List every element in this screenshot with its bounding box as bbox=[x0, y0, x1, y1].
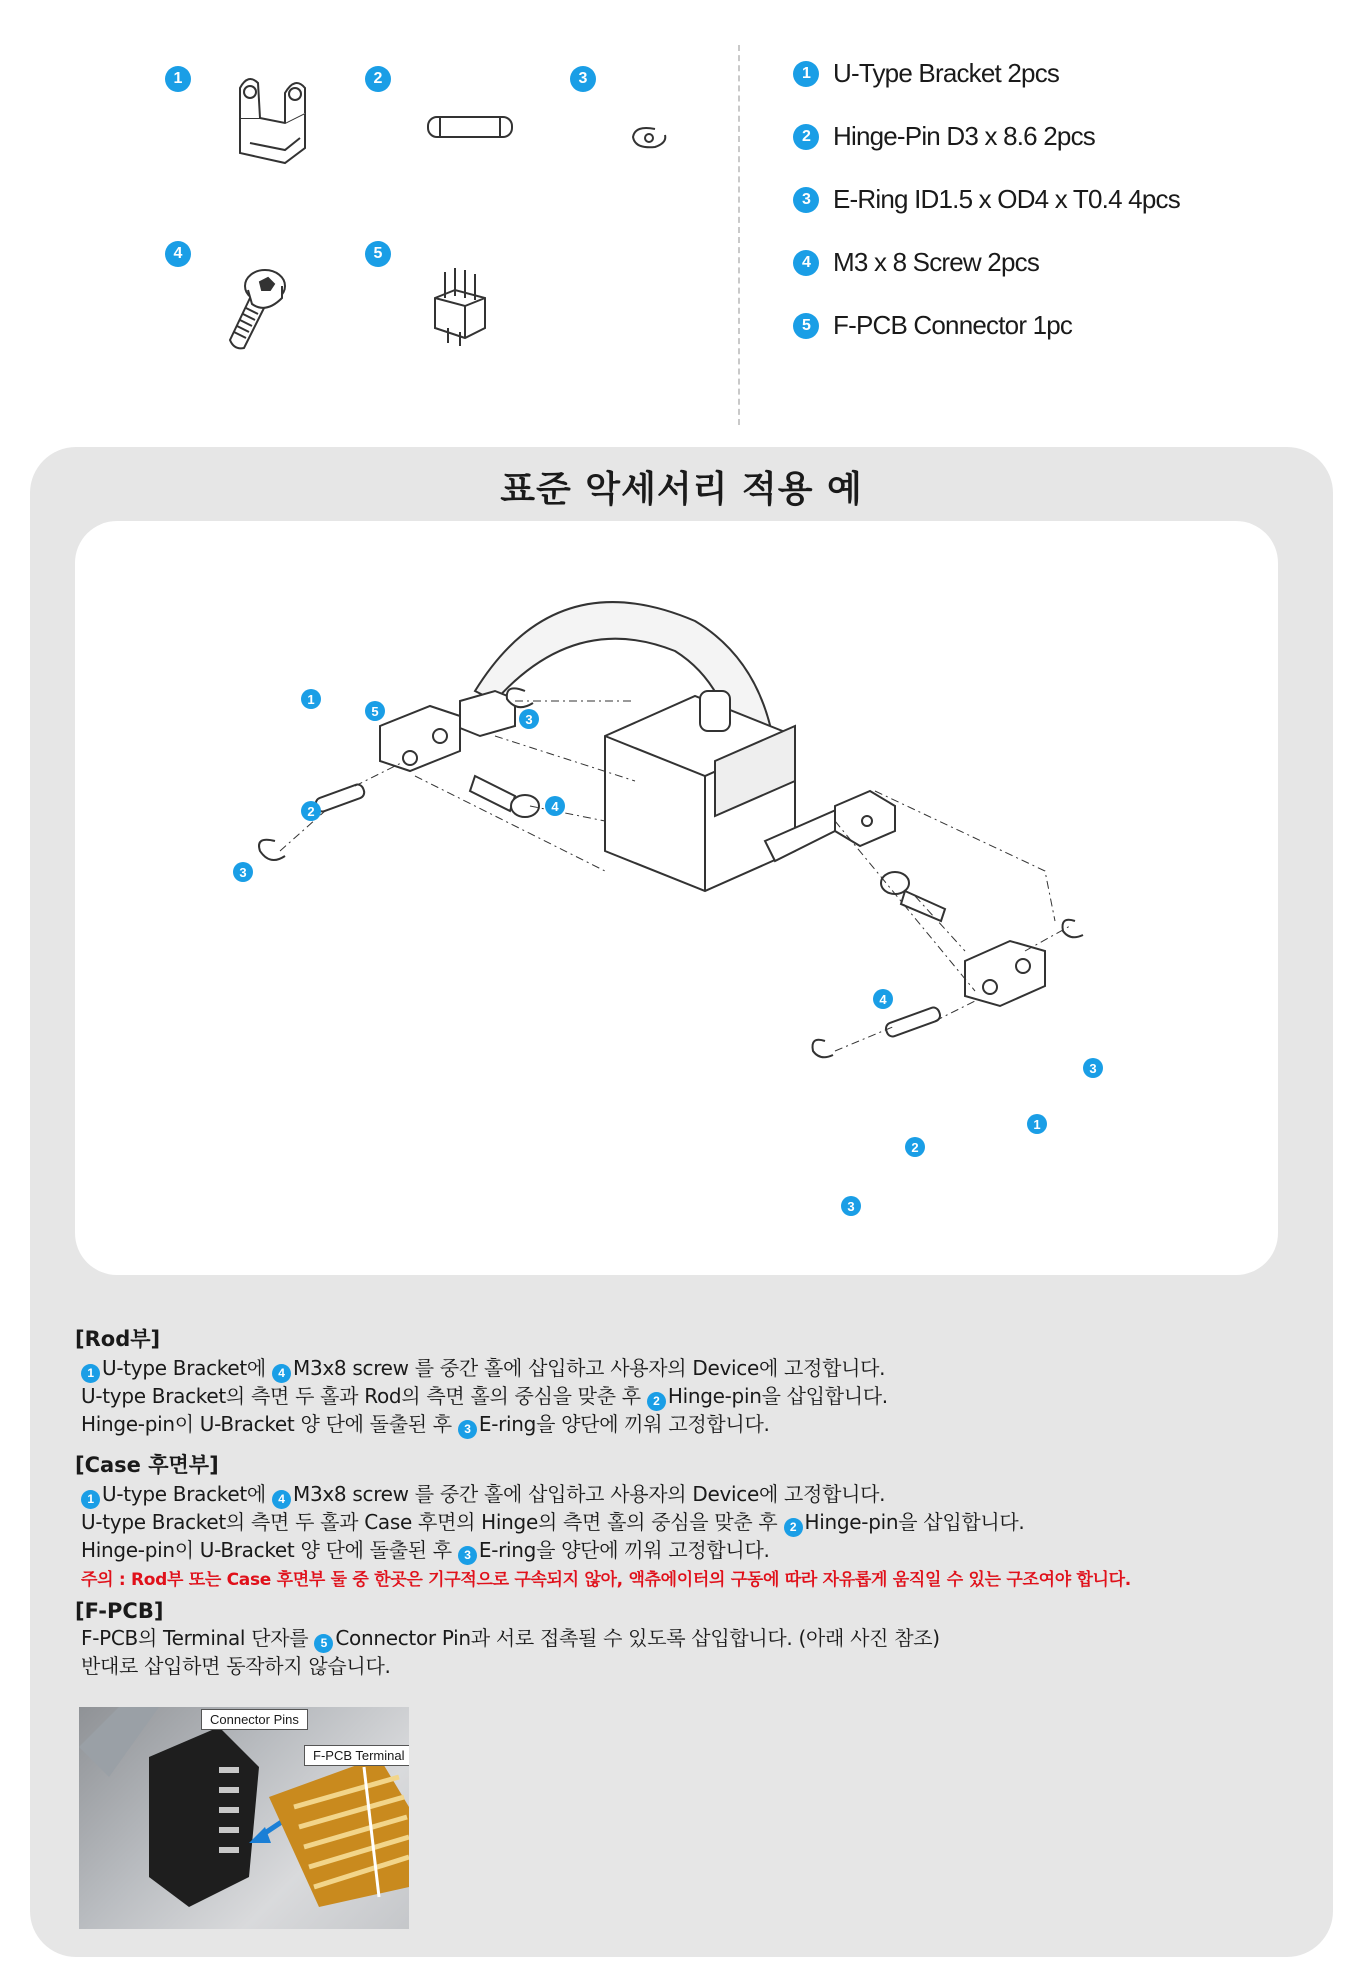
fpcb-line-1b: Connector Pin과 서로 접촉될 수 있도록 삽입합니다. (아래 사진 참조) bbox=[335, 1626, 940, 1650]
diagram-badge-3b: 3 bbox=[233, 862, 253, 882]
diagram-badge-3d: 3 bbox=[841, 1196, 861, 1216]
u-bracket-illustration bbox=[230, 68, 330, 168]
rod-line-3a: Hinge-pin이 U-Bracket 양 단에 돌출된 후 bbox=[81, 1412, 458, 1436]
part-name: M3 x 8 Screw 2pcs bbox=[833, 247, 1040, 277]
rod-line-1a: U-type Bracket에 bbox=[102, 1356, 272, 1380]
connector-pins-callout: Connector Pins bbox=[201, 1709, 308, 1730]
parts-list-item bbox=[793, 121, 1180, 152]
case-line-1 bbox=[75, 1481, 1315, 1509]
parts-illustrations bbox=[150, 58, 710, 398]
parts-list-item bbox=[793, 58, 1180, 89]
warning-text: 주의 : Rod부 또는 Case 후면부 둘 중 한곳은 기구적으로 구속되지 않아, 액츄에이터의 구동에 따라 자유롭게 움직일 수 있는 구조여야 합니다. bbox=[81, 1570, 1131, 1590]
badge-3-icon: 3 bbox=[458, 1420, 477, 1439]
part-number-badge: 4 bbox=[793, 250, 819, 276]
rod-line-3b: E-ring을 양단에 끼워 고정합니다. bbox=[478, 1412, 770, 1436]
panel-title: 표준 악세서리 적용 예 bbox=[500, 469, 863, 510]
part-badge-3: 3 bbox=[570, 66, 596, 92]
part-name: E-Ring ID1.5 x OD4 x T0.4 4pcs bbox=[833, 184, 1180, 214]
part-number-badge: 2 bbox=[793, 124, 819, 150]
rod-line-2 bbox=[75, 1383, 1315, 1411]
e-ring-illustration bbox=[625, 123, 675, 153]
instructions bbox=[75, 1317, 1315, 1680]
badge-3-icon: 3 bbox=[458, 1546, 477, 1565]
case-line-3a: Hinge-pin이 U-Bracket 양 단에 돌출된 후 bbox=[81, 1538, 458, 1562]
part-name: Hinge-Pin D3 x 8.6 2pcs bbox=[833, 121, 1095, 151]
parts-list-item bbox=[793, 310, 1180, 341]
part-name: U-Type Bracket 2pcs bbox=[833, 58, 1060, 88]
rod-line-2b: Hinge-pin을 삽입합니다. bbox=[667, 1384, 888, 1408]
case-line-1b: M3x8 screw 를 중간 홀에 삽입하고 사용자의 Device에 고정합니다. bbox=[292, 1482, 886, 1506]
diagram-badge-2: 2 bbox=[301, 801, 321, 821]
case-line-2a: U-type Bracket의 측면 두 홀과 Case 후면의 Hinge의 측면 홀의 중심을 맞춘 후 bbox=[81, 1510, 784, 1534]
diagram-badge-3: 3 bbox=[519, 709, 539, 729]
case-line-3b: E-ring을 양단에 끼워 고정합니다. bbox=[478, 1538, 770, 1562]
diagram-badge-4b: 4 bbox=[873, 989, 893, 1009]
connector-photo bbox=[79, 1707, 409, 1929]
rod-heading: [Rod부] bbox=[75, 1327, 161, 1351]
case-line-1a: U-type Bracket에 bbox=[102, 1482, 272, 1506]
part-badge-4: 4 bbox=[165, 241, 191, 267]
case-line-2b: Hinge-pin을 삽입합니다. bbox=[804, 1510, 1025, 1534]
rod-line-2a: U-type Bracket의 측면 두 홀과 Rod의 측면 홀의 중심을 맞춘 후 bbox=[81, 1384, 647, 1408]
case-line-2 bbox=[75, 1509, 1315, 1537]
parts-list bbox=[793, 58, 1180, 373]
screw-illustration bbox=[220, 258, 300, 358]
part-name: F-PCB Connector 1pc bbox=[833, 310, 1073, 340]
badge-2-icon: 2 bbox=[784, 1518, 803, 1537]
diagram-badge-1b: 1 bbox=[1027, 1114, 1047, 1134]
diagram-badge-4: 4 bbox=[545, 796, 565, 816]
part-badge-1: 1 bbox=[165, 66, 191, 92]
badge-5-icon: 5 bbox=[314, 1634, 333, 1653]
fpcb-line-1a: F-PCB의 Terminal 단자를 bbox=[81, 1626, 315, 1650]
case-heading: [Case 후면부] bbox=[75, 1453, 219, 1477]
rod-line-3 bbox=[75, 1411, 1315, 1439]
vertical-divider bbox=[738, 45, 740, 425]
badge-1-icon: 1 bbox=[81, 1490, 100, 1509]
rod-line-1b: M3x8 screw 를 중간 홀에 삽입하고 사용자의 Device에 고정합니다. bbox=[292, 1356, 886, 1380]
fpcb-heading: [F-PCB] bbox=[75, 1599, 164, 1623]
badge-1-icon: 1 bbox=[81, 1364, 100, 1383]
part-number-badge: 1 bbox=[793, 61, 819, 87]
diagram-badge-2b: 2 bbox=[905, 1137, 925, 1157]
fpcb-connector-illustration bbox=[420, 258, 500, 348]
fpcb-line-2: 반대로 삽입하면 동작하지 않습니다. bbox=[81, 1654, 391, 1678]
diagram-badge-1: 1 bbox=[301, 689, 321, 709]
diagram-badge-5: 5 bbox=[365, 701, 385, 721]
fpcb-line-1 bbox=[75, 1625, 1315, 1653]
rod-line-1 bbox=[75, 1355, 1315, 1383]
part-number-badge: 5 bbox=[793, 313, 819, 339]
badge-4-icon: 4 bbox=[272, 1490, 291, 1509]
parts-list-item bbox=[793, 247, 1180, 278]
part-number-badge: 3 bbox=[793, 187, 819, 213]
fpcb-terminal-callout: F-PCB Terminal bbox=[304, 1745, 409, 1766]
assembly-diagram bbox=[75, 521, 1278, 1275]
part-badge-2: 2 bbox=[365, 66, 391, 92]
diagram-badge-3c: 3 bbox=[1083, 1058, 1103, 1078]
connector-photo-drawing bbox=[79, 1707, 409, 1929]
accessory-example-panel bbox=[30, 447, 1333, 1957]
part-badge-5: 5 bbox=[365, 241, 391, 267]
case-line-3 bbox=[75, 1537, 1315, 1565]
assembly-diagram-card bbox=[75, 521, 1278, 1275]
hinge-pin-illustration bbox=[420, 113, 520, 143]
badge-2-icon: 2 bbox=[647, 1392, 666, 1411]
badge-4-icon: 4 bbox=[272, 1364, 291, 1383]
parts-list-item bbox=[793, 184, 1180, 215]
